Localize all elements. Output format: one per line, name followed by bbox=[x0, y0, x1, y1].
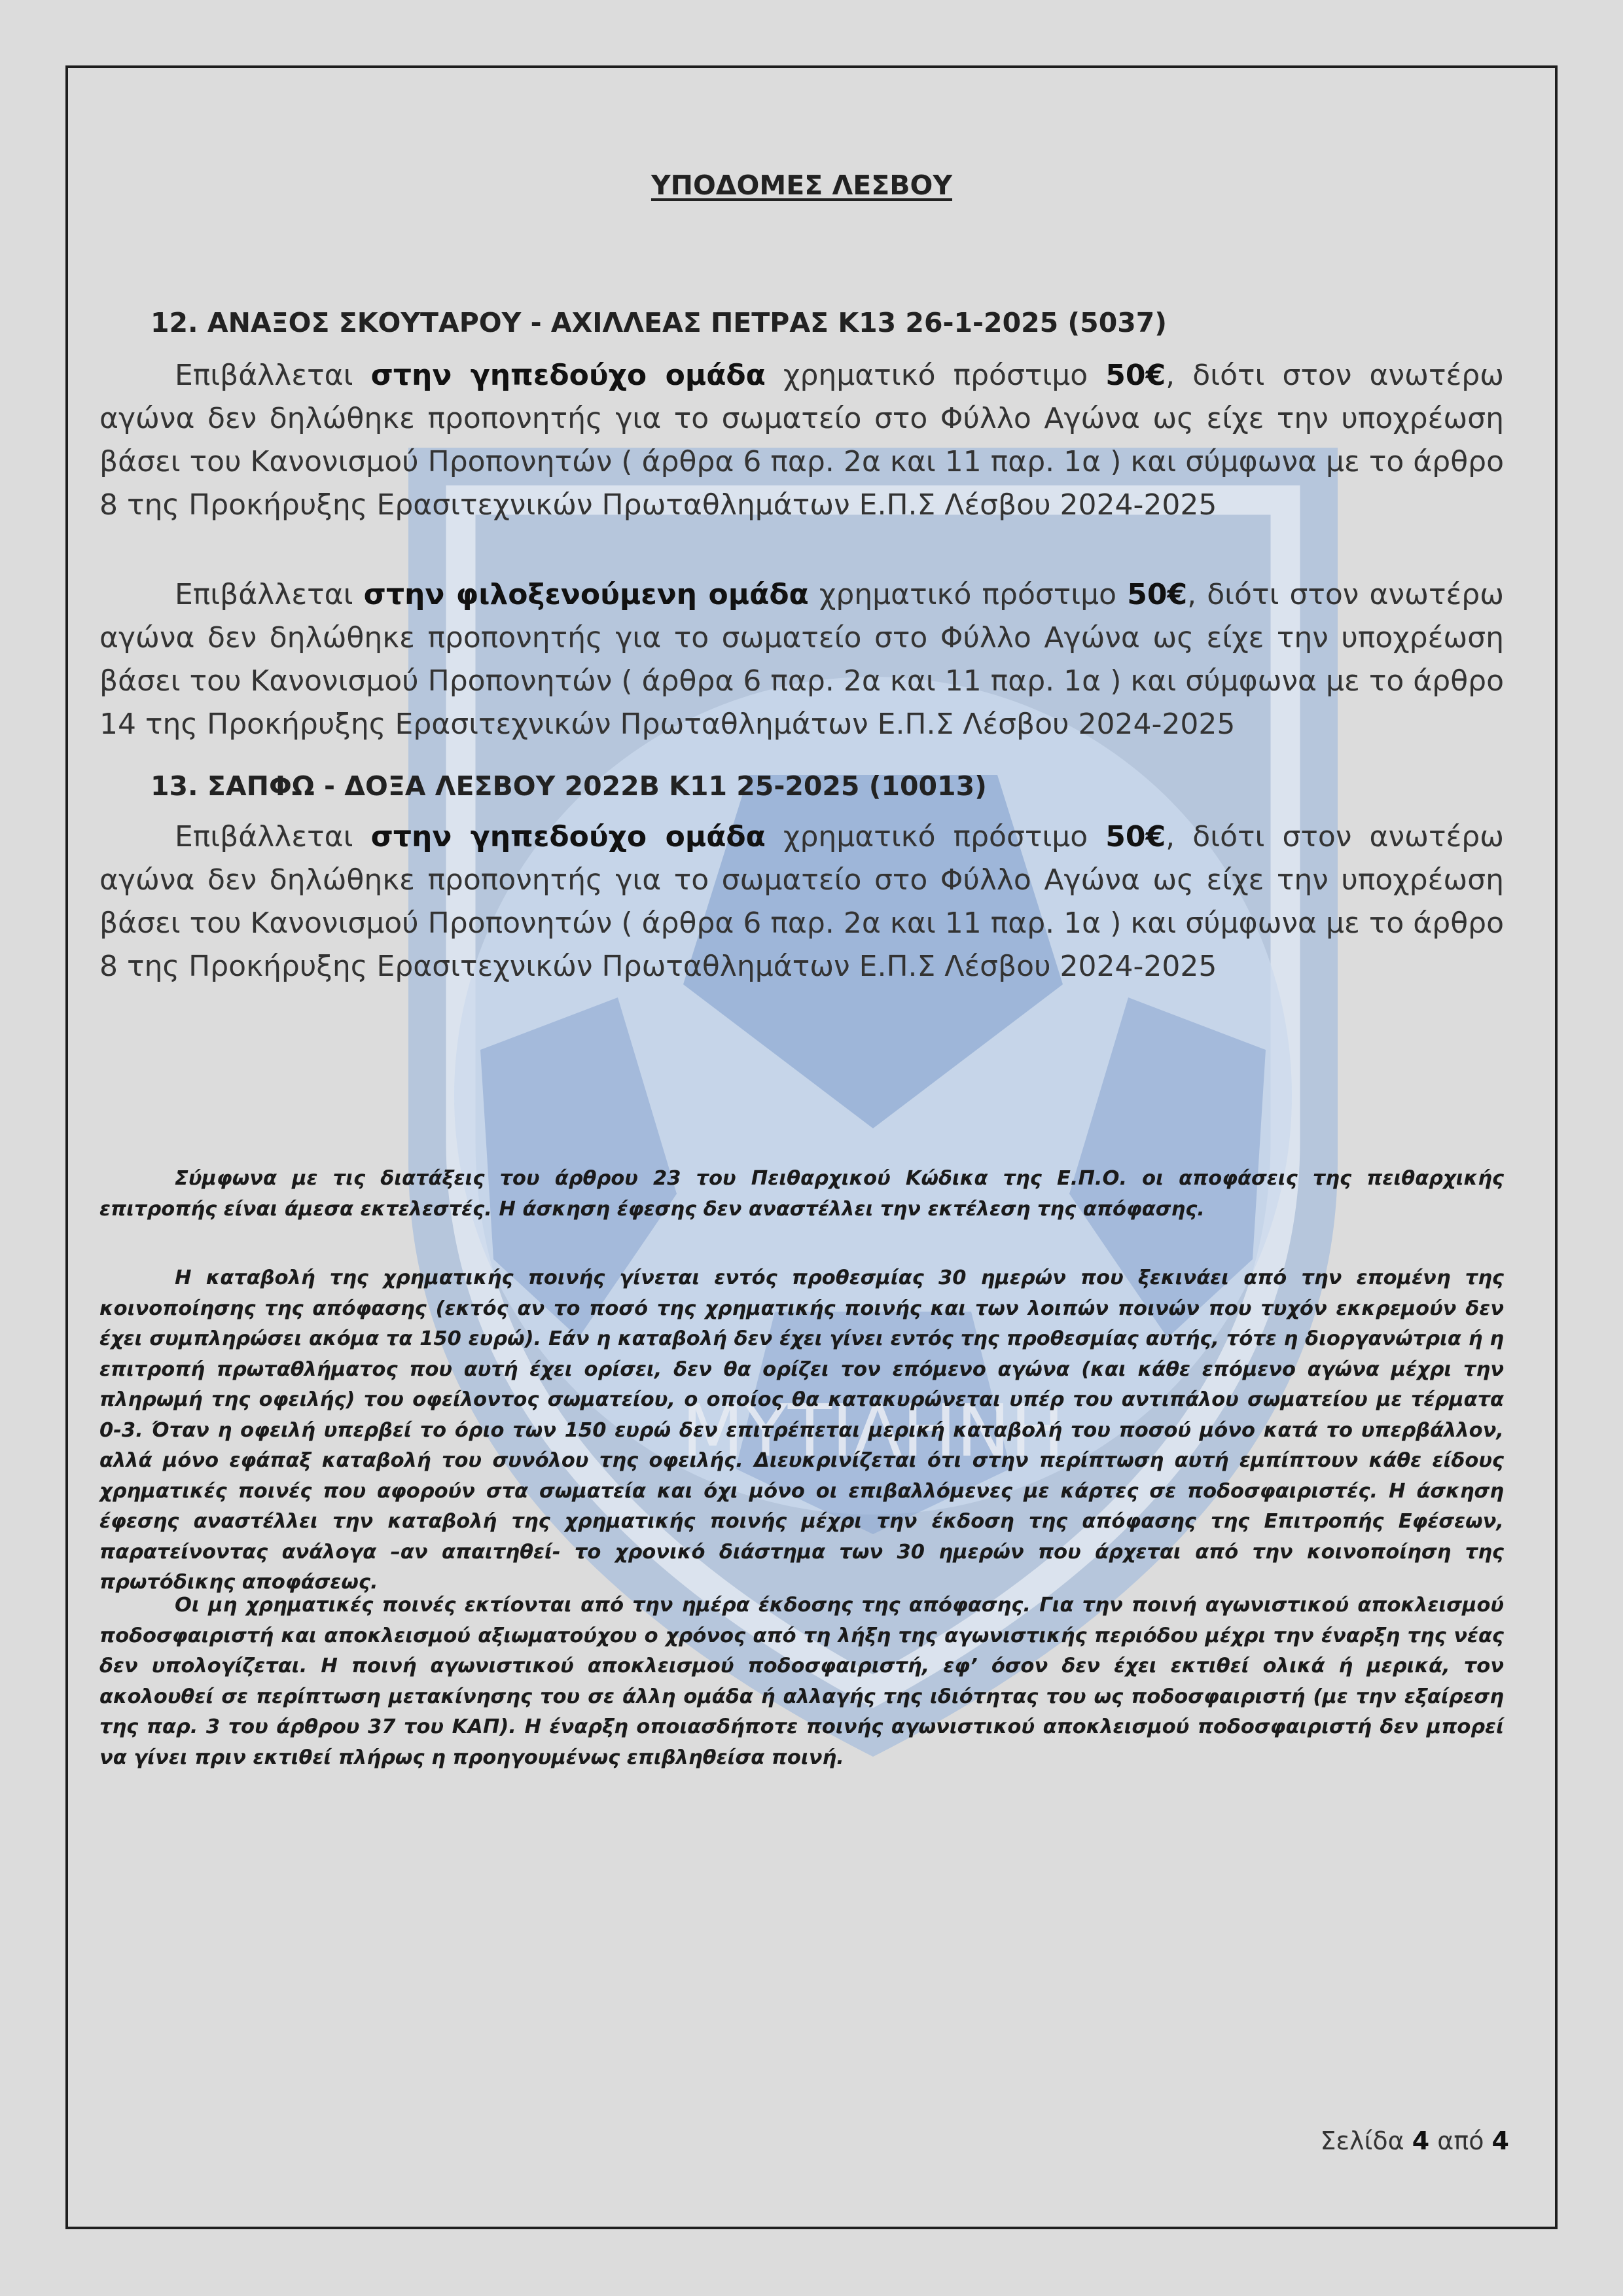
note-fine-payment: Η καταβολή της χρηματικής ποινής γίνεται εντός προθεσμίας 30 ημερών που ξεκινάει από την επομένη της κοινοποίησης της απόφασης (εκτός αν το ποσό της χρηματικής ποινής και των λοιπών ποινών που τυχόν εκκρεμούν δεν έχει συμπληρώσει ακόμα τα 150 ευρώ). Εάν η καταβολή δεν έχει γίνει εντός της προθεσμίας αυτής, τότε η διοργανώτρια ή η επιτροπή πρωταθλήματος που αυτή έχει ορίσει, δεν θα ορίζει τον επόμενο αγώνα (και κάθε επόμενο αγώνα μέχρι την πληρωμή της οφειλής) του οφείλοντος σωματείου, ο οποίος θα κατακυρώνεται υπέρ του αντιπάλου σωματείου με τέρματα 0-3. Όταν η οφειλή υπερβεί το όριο των 150 ευρώ δεν επιτρέπεται μερική καταβολή του ποσού μόνο κατά το υπερβάλλον, αλλά μόνο εφάπαξ καταβολή του συνόλου της οφειλής. Διευκρινίζεται ότι στην περίπτωση αυτή εμπίπτουν κάθε είδους χρηματικές ποινές που αφορούν στα σωματεία και όχι μόνο οι επιβαλλόμενες με κάρτες σε ποδοσφαιριστές. Η άσκηση έφεσης αναστέλλει την καταβολή της χρηματικής ποινής μέχρι την έκδοση της απόφασης της Επιτροπής Εφέσεων, παρατείνοντας ανάλογα –αν απαιτηθεί- το χρονικό διάστημα των 30 ημερών που άρχεται από την κοινοποίηση της πρωτόδικης αποφάσεως. bbox=[99, 1266, 1504, 1594]
penalized-party: στην φιλοξενούμενη ομάδα bbox=[363, 578, 809, 611]
penalized-party: στην γηπεδούχο ομάδα bbox=[370, 359, 766, 392]
document-title: ΥΠΟΔΟΜΕΣ ΛΕΣΒΟΥ bbox=[651, 170, 953, 201]
case-12-decision-away: Επιβάλλεται στην φιλοξενούμενη ομάδα χρηματικό πρόστιμο 50€, διότι στον ανωτέρω αγώνα δεν δηλώθηκε προπονητής για το σωματείο στο Φύλλο Αγώνα ως είχε την υποχρέωση βάσει του Κανονισμού Προπονητών ( άρθρα 6 παρ. 2α και 11 παρ. 1α ) και σύμφωνα με το άρθρο 14 της Προκήρυξης Ερασιτεχνικών Πρωταθλημάτων Ε.Π.Σ Λέσβου 2024-2025 bbox=[99, 578, 1504, 741]
penalized-party: στην γηπεδούχο ομάδα bbox=[370, 820, 766, 853]
fine-amount: 50€ bbox=[1105, 820, 1166, 853]
current-page: 4 bbox=[1412, 2126, 1430, 2155]
case-13-decision-home: Επιβάλλεται στην γηπεδούχο ομάδα χρηματικό πρόστιμο 50€, διότι στον ανωτέρω αγώνα δεν δηλώθηκε προπονητής για το σωματείο στο Φύλλο Αγώνα ως είχε την υποχρέωση βάσει του Κανονισμού Προπονητών ( άρθρα 6 παρ. 2α και 11 παρ. 1α ) και σύμφωνα με το άρθρο 8 της Προκήρυξης Ερασιτεχνικών Πρωταθλημάτων Ε.Π.Σ Λέσβου 2024-2025 bbox=[99, 820, 1505, 983]
case-heading-12: 12. ΑΝΑΞΟΣ ΣΚΟΥΤΑΡΟΥ - ΑΧΙΛΛΕΑΣ ΠΕΤΡΑΣ Κ13 26-1-2025 (5037) bbox=[151, 307, 1168, 338]
fine-amount: 50€ bbox=[1105, 359, 1166, 392]
total-pages: 4 bbox=[1491, 2126, 1509, 2155]
note-enforceability: Σύμφωνα με τις διατάξεις του άρθρου 23 του Πειθαρχικού Κώδικα της Ε.Π.Ο. οι αποφάσεις της πειθαρχικής επιτροπής είναι άμεσα εκτελεστές. Η άσκηση έφεσης δεν αναστέλλει την εκτέλεση της απόφασης. bbox=[99, 1167, 1504, 1221]
case-12-decision-home: Επιβάλλεται στην γηπεδούχο ομάδα χρηματικό πρόστιμο 50€, διότι στον ανωτέρω αγώνα δεν δηλώθηκε προπονητής για το σωματείο στο Φύλλο Αγώνα ως είχε την υποχρέωση βάσει του Κανονισμού Προπονητών ( άρθρα 6 παρ. 2α και 11 παρ. 1α ) και σύμφωνα με το άρθρο 8 της Προκήρυξης Ερασιτεχνικών Πρωταθλημάτων Ε.Π.Σ Λέσβου 2024-2025 bbox=[99, 359, 1505, 522]
crest-watermark-text: ΜΥΤΙΛΗΝΗ bbox=[681, 1389, 1065, 1473]
note-non-monetary-penalties: Οι μη χρηματικές ποινές εκτίονται από την ημέρα έκδοσης της απόφασης. Για την ποινή αγωνιστικού αποκλεισμού ποδοσφαιριστή και αποκλεισμού αξιωματούχου ο χρόνος από τη λήξη της αγωνιστικής περιόδου μέχρι την έναρξη της νέας δεν υπολογίζεται. Η ποινή αγωνιστικού αποκλεισμού ποδοσφαιριστή, εφ’ όσον δεν έχει εκτιθεί ολικά ή μερικά, τον ακολουθεί σε περίπτωση μετακίνησης του σε άλλη ομάδα ή αλλαγής της ιδιότητας του ως ποδοσφαιριστή (με την εξαίρεση της παρ. 3 του άρθρου 37 του ΚΑΠ). Η έναρξη οποιασδήποτε ποινής αγωνιστικού αποκλεισμού ποδοσφαιριστή δεν μπορεί να γίνει πριν εκτιθεί πλήρως η προηγουμένως επιβληθείσα ποινή. bbox=[99, 1594, 1504, 1769]
case-heading-13: 13. ΣΑΠΦΩ - ΔΟΞΑ ΛΕΣΒΟΥ 2022Β Κ11 25-2025 (10013) bbox=[151, 770, 987, 802]
fine-amount: 50€ bbox=[1127, 578, 1188, 611]
page-number-footer: Σελίδα 4 από 4 bbox=[1320, 2126, 1509, 2155]
page-border bbox=[65, 65, 1558, 2229]
